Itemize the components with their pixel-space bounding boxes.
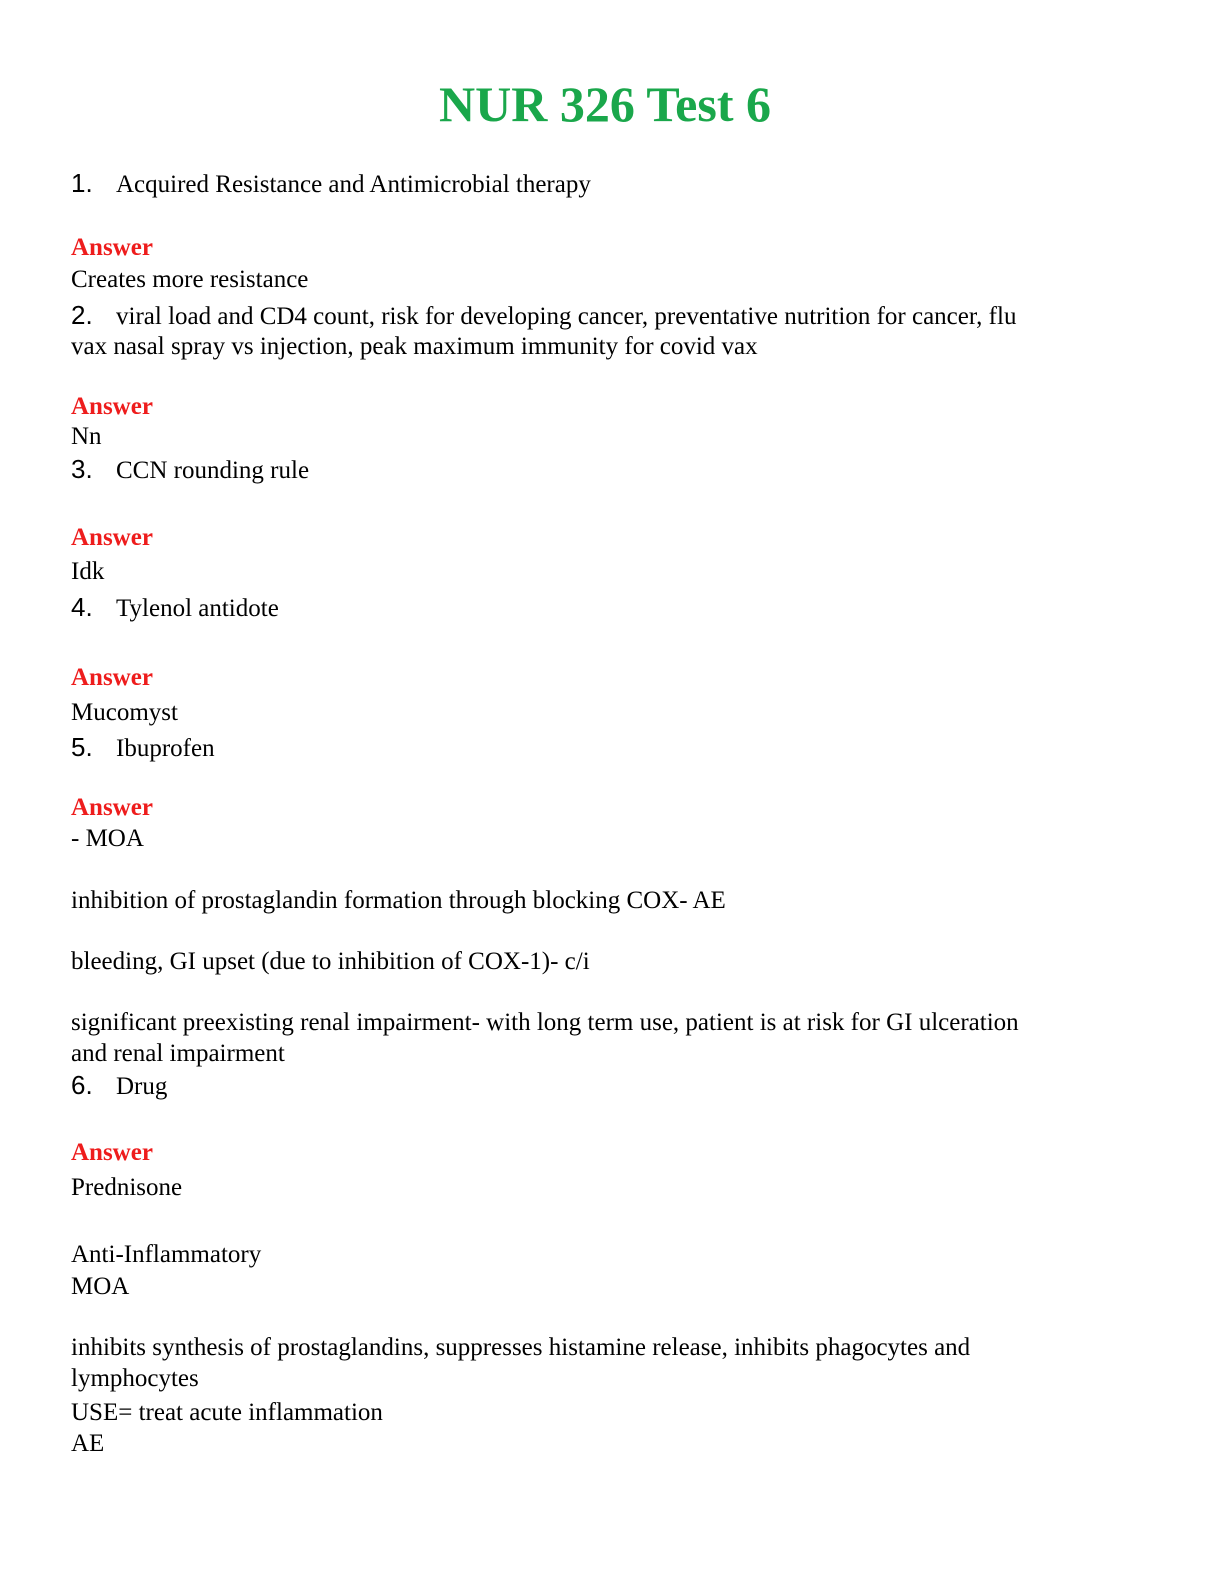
answer-line: USE= treat acute inflammation — [71, 1399, 383, 1426]
answer-line: Prednisone — [71, 1174, 183, 1201]
question-4 — [71, 592, 279, 624]
answer-label: Answer — [71, 794, 153, 821]
answer-line: Nn — [71, 423, 102, 450]
answer-label: Answer — [71, 1139, 153, 1166]
answer-line: bleeding, GI upset (due to inhibition of COX-1)- c/i — [71, 948, 590, 975]
answer-line: MOA — [71, 1273, 130, 1300]
question-text: Acquired Resistance and Antimicrobial therapy — [116, 171, 591, 198]
question-number: 1. — [71, 168, 93, 198]
answer-line: inhibition of prostaglandin formation through blocking COX- AE — [71, 887, 726, 914]
answer-line: lymphocytes — [71, 1365, 199, 1392]
answer-label: Answer — [71, 664, 153, 691]
question-text: Tylenol antidote — [116, 595, 279, 622]
answer-line: AE — [71, 1430, 105, 1457]
question-number: 2. — [71, 300, 93, 330]
answer-line: and renal impairment — [71, 1040, 285, 1067]
question-1 — [71, 168, 591, 200]
answer-label: Answer — [71, 234, 153, 261]
question-text: CCN rounding rule — [116, 457, 310, 484]
answer-line: Anti-Inflammatory — [71, 1241, 262, 1268]
question-number: 5. — [71, 732, 93, 762]
question-number: 4. — [71, 592, 93, 622]
question-text: Ibuprofen — [116, 735, 215, 762]
question-text: Drug — [116, 1073, 168, 1100]
question-text: viral load and CD4 count, risk for developing cancer, preventative nutrition for cancer, flu — [116, 303, 1017, 330]
answer-label: Answer — [71, 393, 153, 420]
question-6 — [71, 1070, 167, 1102]
question-2 — [71, 300, 1016, 332]
question-text-continued: vax nasal spray vs injection, peak maximum immunity for covid vax — [71, 333, 758, 360]
answer-line: Mucomyst — [71, 699, 178, 726]
page-title: NUR 326 Test 6 — [439, 76, 771, 132]
answer-line: Idk — [71, 558, 105, 585]
answer-line: inhibits synthesis of prostaglandins, suppresses histamine release, inhibits phagocytes and — [71, 1334, 971, 1361]
question-3 — [71, 454, 309, 486]
question-number: 6. — [71, 1070, 93, 1100]
question-number: 3. — [71, 454, 93, 484]
answer-line: - MOA — [71, 825, 144, 852]
answer-line: significant preexisting renal impairment- with long term use, patient is at risk for GI ulceration — [71, 1009, 1019, 1036]
answer-label: Answer — [71, 524, 153, 551]
question-5 — [71, 732, 215, 764]
answer-line: Creates more resistance — [71, 266, 309, 293]
